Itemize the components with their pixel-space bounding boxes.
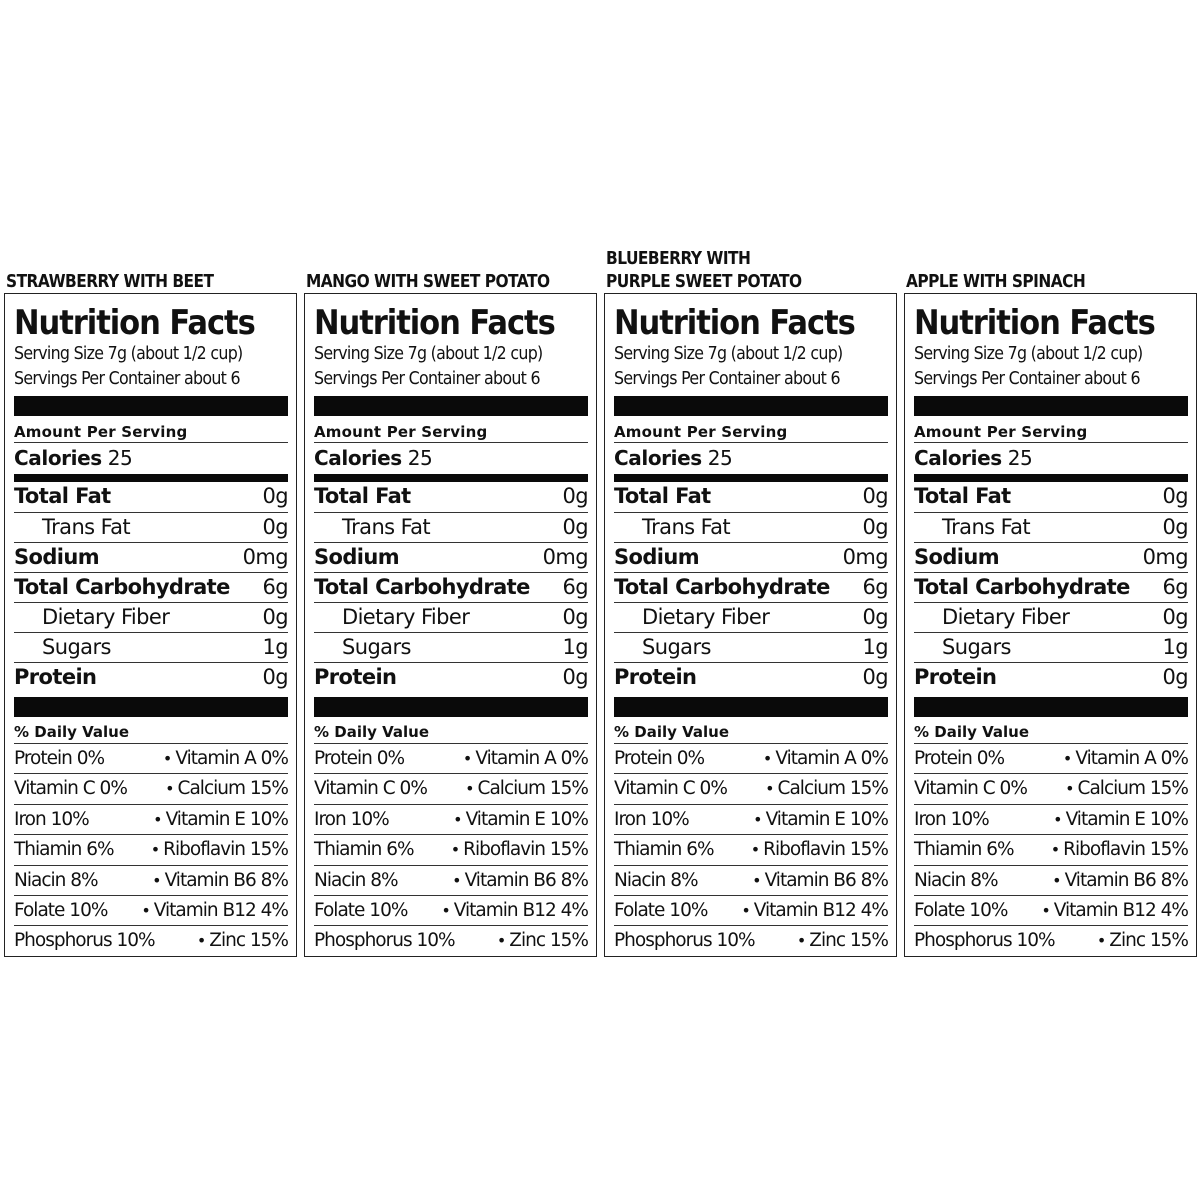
- calories-row: [14, 442, 288, 474]
- thick-divider: [914, 697, 1188, 717]
- vitamin-right: Zinc 15%: [509, 930, 588, 952]
- vitamin-left: Iron 10%: [914, 808, 989, 830]
- nutrient-row: [614, 632, 888, 662]
- nutrition-facts-title: Nutrition Facts: [614, 303, 855, 343]
- vitamin-row: [314, 925, 588, 955]
- thick-divider: [14, 697, 288, 717]
- vitamin-right: Vitamin B6 8%: [764, 869, 888, 891]
- nutrient-name: Sugars: [342, 635, 411, 659]
- servings-per-container: Servings Per Container about 6: [614, 368, 840, 389]
- vitamin-right: Riboflavin 15%: [1063, 839, 1188, 861]
- nutrient-value: 0g: [262, 605, 288, 629]
- thick-divider: [314, 396, 588, 416]
- nutrient-name: Sugars: [942, 635, 1011, 659]
- vitamin-left: Vitamin C 0%: [314, 778, 427, 800]
- nutrient-value: 0g: [1162, 515, 1188, 539]
- nutrient-name: Trans Fat: [942, 515, 1031, 539]
- vitamin-left: Phosphorus 10%: [614, 930, 755, 952]
- vitamin-row: [614, 925, 888, 955]
- nutrient-value: 6g: [562, 575, 588, 599]
- vitamin-right: Vitamin E 10%: [1065, 808, 1188, 830]
- nutrition-facts-title: Nutrition Facts: [914, 303, 1155, 343]
- vitamin-right: Vitamin A 0%: [775, 748, 888, 769]
- calories-value: 25: [107, 446, 133, 470]
- vitamin-right: Vitamin B12 4%: [153, 899, 288, 921]
- nutrient-row: [914, 512, 1188, 542]
- vitamin-left: Thiamin 6%: [314, 839, 414, 861]
- vitamin-left: Folate 10%: [14, 899, 108, 921]
- nutrient-name: Sodium: [14, 545, 100, 569]
- calories-label: Calories: [614, 446, 702, 470]
- vitamin-row: [314, 834, 588, 864]
- nutrient-name: Protein: [914, 665, 997, 689]
- bullet-icon: •: [796, 931, 806, 951]
- vitamin-left: Thiamin 6%: [14, 839, 114, 861]
- flavor-heading: [6, 271, 263, 294]
- bullet-icon: •: [752, 870, 761, 890]
- vitamin-left: Phosphorus 10%: [314, 930, 455, 952]
- vitamin-left: Folate 10%: [314, 899, 408, 921]
- vitamin-right: Vitamin A 0%: [175, 748, 288, 769]
- nutrient-name: Dietary Fiber: [942, 605, 1070, 629]
- serving-size: Serving Size 7g (about 1/2 cup): [614, 343, 843, 364]
- medium-divider: [314, 474, 588, 482]
- vitamin-right: Calcium 15%: [1077, 778, 1188, 800]
- nutrient-row: [314, 602, 588, 632]
- vitamin-row: [914, 834, 1188, 864]
- vitamin-row: [314, 773, 588, 803]
- nutrient-name: Protein: [314, 665, 397, 689]
- daily-value-heading: % Daily Value: [614, 723, 730, 741]
- vitamin-right: Vitamin B6 8%: [164, 869, 288, 891]
- nutrient-row: [314, 542, 588, 572]
- nutrient-name: Total Fat: [914, 484, 1011, 508]
- vitamin-left: Niacin 8%: [14, 869, 98, 891]
- vitamin-left: Vitamin C 0%: [14, 778, 127, 800]
- bullet-icon: •: [753, 809, 762, 829]
- nutrient-name: Total Carbohydrate: [314, 575, 530, 599]
- nutrient-row: [14, 482, 288, 512]
- vitamin-left: Protein 0%: [914, 748, 1005, 769]
- vitamin-right: Riboflavin 15%: [763, 839, 888, 861]
- calories-label: Calories: [314, 446, 402, 470]
- vitamin-row: [914, 895, 1188, 925]
- label-column: [304, 238, 599, 958]
- bullet-icon: •: [450, 840, 460, 860]
- nutrient-row: [614, 482, 888, 512]
- vitamin-right: Zinc 15%: [209, 930, 288, 952]
- bullet-icon: •: [465, 779, 474, 799]
- nutrient-value: 0g: [862, 515, 888, 539]
- vitamin-right: Vitamin E 10%: [765, 808, 888, 830]
- thick-divider: [14, 396, 288, 416]
- vitamin-row: [614, 743, 888, 773]
- vitamin-row: [14, 865, 288, 895]
- nutrition-facts-panel: [604, 293, 897, 957]
- bullet-icon: •: [462, 749, 472, 768]
- bullet-icon: •: [1096, 931, 1106, 951]
- vitamin-row: [614, 834, 888, 864]
- bullet-icon: •: [1065, 779, 1074, 799]
- label-column: [904, 238, 1199, 958]
- nutrient-value: 6g: [1162, 575, 1188, 599]
- vitamin-left: Niacin 8%: [914, 869, 998, 891]
- serving-size: Serving Size 7g (about 1/2 cup): [314, 343, 543, 364]
- label-column: [604, 238, 899, 958]
- vitamin-right: Vitamin A 0%: [475, 748, 588, 769]
- nutrient-value: 1g: [862, 635, 888, 659]
- daily-value-heading: % Daily Value: [914, 723, 1030, 741]
- bullet-icon: •: [165, 779, 174, 799]
- vitamin-right: Vitamin E 10%: [165, 808, 288, 830]
- nutrient-value: 0g: [562, 484, 588, 508]
- bullet-icon: •: [496, 931, 506, 951]
- nutrition-facts-panel: [304, 293, 597, 957]
- vitamin-right: Vitamin B12 4%: [453, 899, 588, 921]
- vitamin-right: Calcium 15%: [477, 778, 588, 800]
- vitamin-left: Vitamin C 0%: [614, 778, 727, 800]
- bullet-icon: •: [762, 749, 772, 768]
- nutrition-facts-panel: [4, 293, 297, 957]
- vitamin-right: Zinc 15%: [1109, 930, 1188, 952]
- nutrient-value: 0g: [562, 605, 588, 629]
- vitamin-left: Vitamin C 0%: [914, 778, 1027, 800]
- nutrient-name: Protein: [614, 665, 697, 689]
- nutrition-facts-panel: [904, 293, 1197, 957]
- vitamin-left: Folate 10%: [914, 899, 1008, 921]
- nutrient-list: [314, 482, 588, 692]
- nutrient-row: [614, 602, 888, 632]
- thick-divider: [914, 396, 1188, 416]
- nutrient-name: Dietary Fiber: [342, 605, 470, 629]
- nutrient-row: [914, 572, 1188, 602]
- nutrient-name: Total Carbohydrate: [914, 575, 1130, 599]
- nutrient-list: [614, 482, 888, 692]
- vitamin-right: Vitamin E 10%: [465, 808, 588, 830]
- calories-row: [614, 442, 888, 474]
- nutrient-name: Total Fat: [614, 484, 711, 508]
- vitamin-row: [314, 895, 588, 925]
- bullet-icon: •: [1062, 749, 1072, 768]
- nutrient-row: [314, 512, 588, 542]
- vitamin-right: Vitamin B6 8%: [464, 869, 588, 891]
- vitamin-left: Niacin 8%: [614, 869, 698, 891]
- nutrient-row: [614, 662, 888, 692]
- nutrient-value: 1g: [562, 635, 588, 659]
- nutrient-row: [914, 542, 1188, 572]
- vitamin-right: Vitamin B6 8%: [1064, 869, 1188, 891]
- nutrient-row: [314, 572, 588, 602]
- nutrient-value: 0mg: [1142, 545, 1188, 569]
- nutrient-value: 0mg: [542, 545, 588, 569]
- nutrient-value: 1g: [1162, 635, 1188, 659]
- vitamin-left: Thiamin 6%: [914, 839, 1014, 861]
- vitamin-left: Iron 10%: [614, 808, 689, 830]
- nutrient-row: [914, 602, 1188, 632]
- calories-label: Calories: [14, 446, 102, 470]
- vitamin-row: [614, 773, 888, 803]
- vitamin-left: Thiamin 6%: [614, 839, 714, 861]
- medium-divider: [614, 474, 888, 482]
- nutrient-value: 0g: [862, 665, 888, 689]
- bullet-icon: •: [141, 900, 150, 920]
- vitamin-left: Iron 10%: [314, 808, 389, 830]
- vitamin-left: Iron 10%: [14, 808, 89, 830]
- medium-divider: [914, 474, 1188, 482]
- vitamin-row: [914, 773, 1188, 803]
- amount-per-serving: Amount Per Serving: [14, 423, 188, 441]
- vitamin-row: [914, 865, 1188, 895]
- vitamin-right: Vitamin A 0%: [1075, 748, 1188, 769]
- nutrition-facts-title: Nutrition Facts: [14, 303, 255, 343]
- nutrient-name: Total Carbohydrate: [14, 575, 230, 599]
- vitamin-left: Protein 0%: [614, 748, 705, 769]
- nutrient-value: 0g: [562, 665, 588, 689]
- nutrient-row: [314, 482, 588, 512]
- nutrient-row: [314, 662, 588, 692]
- nutrient-name: Total Fat: [14, 484, 111, 508]
- bullet-icon: •: [441, 900, 450, 920]
- nutrient-value: 6g: [262, 575, 288, 599]
- nutrient-name: Sodium: [914, 545, 1000, 569]
- vitamin-right: Riboflavin 15%: [463, 839, 588, 861]
- vitamin-row: [14, 925, 288, 955]
- vitamin-right: Calcium 15%: [177, 778, 288, 800]
- vitamin-row: [614, 865, 888, 895]
- vitamin-row: [14, 743, 288, 773]
- flavor-heading-line: MANGO WITH SWEET POTATO: [306, 272, 550, 292]
- bullet-icon: •: [196, 931, 206, 951]
- serving-size: Serving Size 7g (about 1/2 cup): [914, 343, 1143, 364]
- calories-row: [914, 442, 1188, 474]
- nutrient-name: Trans Fat: [342, 515, 431, 539]
- nutrient-name: Sugars: [642, 635, 711, 659]
- vitamin-left: Niacin 8%: [314, 869, 398, 891]
- nutrient-value: 6g: [862, 575, 888, 599]
- nutrient-name: Sodium: [614, 545, 700, 569]
- flavor-heading-line: APPLE WITH SPINACH: [906, 272, 1086, 292]
- vitamin-left: Protein 0%: [14, 748, 105, 769]
- vitamin-right: Zinc 15%: [809, 930, 888, 952]
- nutrient-name: Dietary Fiber: [642, 605, 770, 629]
- bullet-icon: •: [1041, 900, 1050, 920]
- vitamin-row: [914, 804, 1188, 834]
- nutrient-row: [14, 632, 288, 662]
- bullet-icon: •: [152, 870, 161, 890]
- vitamin-row: [314, 743, 588, 773]
- daily-value-heading: % Daily Value: [14, 723, 130, 741]
- vitamin-row: [614, 895, 888, 925]
- nutrient-name: Trans Fat: [42, 515, 131, 539]
- calories-row: [314, 442, 588, 474]
- vitamin-row: [14, 895, 288, 925]
- nutrient-value: 1g: [262, 635, 288, 659]
- serving-size: Serving Size 7g (about 1/2 cup): [14, 343, 243, 364]
- bullet-icon: •: [150, 840, 160, 860]
- nutrient-row: [914, 632, 1188, 662]
- nutrient-row: [14, 512, 288, 542]
- calories-value: 25: [707, 446, 733, 470]
- nutrient-row: [14, 602, 288, 632]
- vitamin-row: [14, 804, 288, 834]
- vitamin-left: Folate 10%: [614, 899, 708, 921]
- vitamin-left: Phosphorus 10%: [14, 930, 155, 952]
- vitamin-row: [914, 925, 1188, 955]
- nutrient-value: 0mg: [842, 545, 888, 569]
- nutrient-value: 0g: [1162, 605, 1188, 629]
- bullet-icon: •: [741, 900, 750, 920]
- nutrient-value: 0g: [262, 484, 288, 508]
- nutrient-name: Trans Fat: [642, 515, 731, 539]
- nutrient-name: Total Fat: [314, 484, 411, 508]
- vitamin-right: Vitamin B12 4%: [1053, 899, 1188, 921]
- vitamin-row: [314, 865, 588, 895]
- nutrient-value: 0g: [1162, 484, 1188, 508]
- vitamin-left: Phosphorus 10%: [914, 930, 1055, 952]
- nutrient-value: 0g: [562, 515, 588, 539]
- flavor-heading-line: PURPLE SWEET POTATO: [606, 272, 802, 292]
- bullet-icon: •: [1050, 840, 1060, 860]
- nutrient-row: [914, 662, 1188, 692]
- flavor-heading: [306, 271, 563, 294]
- amount-per-serving: Amount Per Serving: [314, 423, 488, 441]
- flavor-heading: [606, 248, 863, 294]
- daily-value-heading: % Daily Value: [314, 723, 430, 741]
- nutrient-list: [14, 482, 288, 692]
- nutrient-row: [614, 572, 888, 602]
- vitamin-row: [14, 834, 288, 864]
- amount-per-serving: Amount Per Serving: [914, 423, 1088, 441]
- medium-divider: [14, 474, 288, 482]
- nutrient-row: [14, 662, 288, 692]
- vitamin-row: [314, 804, 588, 834]
- calories-value: 25: [1007, 446, 1033, 470]
- thick-divider: [314, 697, 588, 717]
- nutrient-row: [914, 482, 1188, 512]
- nutrient-name: Dietary Fiber: [42, 605, 170, 629]
- nutrient-row: [314, 632, 588, 662]
- bullet-icon: •: [452, 870, 461, 890]
- nutrient-value: 0g: [262, 665, 288, 689]
- vitamin-row: [914, 743, 1188, 773]
- flavor-heading-line: STRAWBERRY WITH BEET: [6, 272, 214, 292]
- calories-value: 25: [407, 446, 433, 470]
- bullet-icon: •: [765, 779, 774, 799]
- nutrient-name: Sugars: [42, 635, 111, 659]
- bullet-icon: •: [1052, 870, 1061, 890]
- nutrient-value: 0g: [262, 515, 288, 539]
- nutrient-row: [14, 572, 288, 602]
- nutrient-name: Sodium: [314, 545, 400, 569]
- bullet-icon: •: [750, 840, 760, 860]
- bullet-icon: •: [153, 809, 162, 829]
- nutrient-name: Total Carbohydrate: [614, 575, 830, 599]
- servings-per-container: Servings Per Container about 6: [14, 368, 240, 389]
- nutrient-value: 0g: [862, 484, 888, 508]
- vitamin-row: [14, 773, 288, 803]
- vitamin-right: Calcium 15%: [777, 778, 888, 800]
- nutrient-list: [914, 482, 1188, 692]
- thick-divider: [614, 697, 888, 717]
- amount-per-serving: Amount Per Serving: [614, 423, 788, 441]
- vitamin-right: Vitamin B12 4%: [753, 899, 888, 921]
- nutrient-value: 0g: [862, 605, 888, 629]
- bullet-icon: •: [162, 749, 172, 768]
- nutrient-row: [614, 542, 888, 572]
- flavor-heading-line: BLUEBERRY WITH: [606, 249, 751, 269]
- vitamin-left: Protein 0%: [314, 748, 405, 769]
- servings-per-container: Servings Per Container about 6: [914, 368, 1140, 389]
- nutrient-value: 0mg: [242, 545, 288, 569]
- nutrient-value: 0g: [1162, 665, 1188, 689]
- thick-divider: [614, 396, 888, 416]
- calories-label: Calories: [914, 446, 1002, 470]
- nutrient-row: [14, 542, 288, 572]
- nutrition-facts-title: Nutrition Facts: [314, 303, 555, 343]
- vitamin-right: Riboflavin 15%: [163, 839, 288, 861]
- bullet-icon: •: [453, 809, 462, 829]
- label-column: [4, 238, 299, 958]
- vitamin-row: [614, 804, 888, 834]
- bullet-icon: •: [1053, 809, 1062, 829]
- flavor-heading: [906, 271, 1163, 294]
- nutrient-name: Protein: [14, 665, 97, 689]
- servings-per-container: Servings Per Container about 6: [314, 368, 540, 389]
- nutrient-row: [614, 512, 888, 542]
